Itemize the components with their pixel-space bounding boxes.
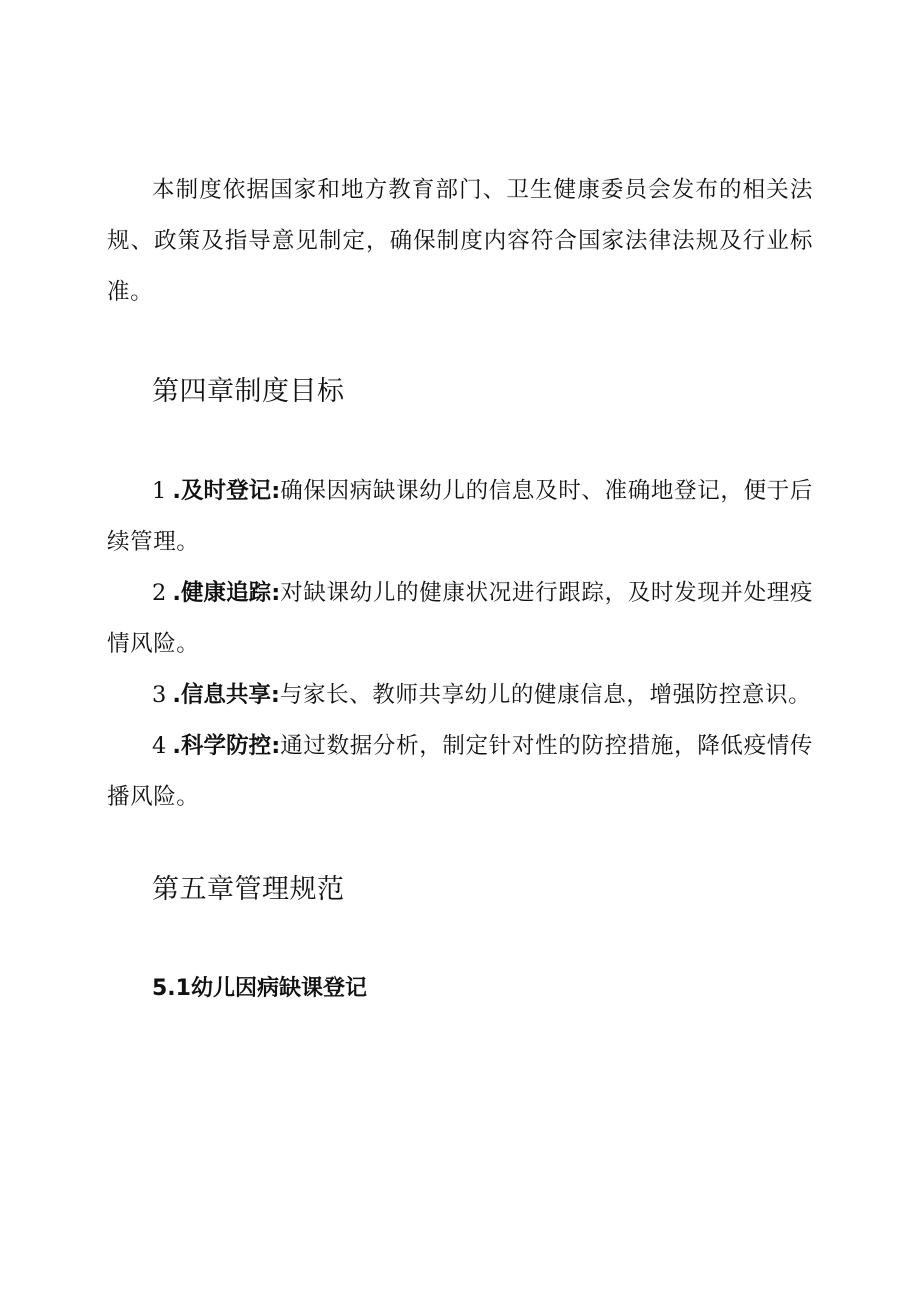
goal-text: 通过数据分析，制定针对性的防控措施，降低疫情传播风险。 bbox=[107, 733, 813, 810]
goal-number: 3 bbox=[152, 682, 173, 708]
goal-title: .健康追踪: bbox=[172, 580, 281, 606]
goal-text: 对缺课幼儿的健康状况进行跟踪，及时发现并处理疫情风险。 bbox=[107, 580, 813, 657]
goal-title: .信息共享: bbox=[172, 682, 280, 708]
intro-paragraph: 本制度依据国家和地方教育部门、卫生健康委员会发布的相关法规、政策及指导意见制定，确保制度内容符合国家法律法规及行业标准。 bbox=[107, 177, 813, 305]
goal-number: 1 bbox=[152, 478, 173, 504]
goal-title: .及时登记: bbox=[172, 478, 281, 504]
goal-number: 2 bbox=[152, 580, 173, 606]
goal-item bbox=[107, 721, 813, 823]
goal-item bbox=[107, 568, 813, 670]
chapter-4-heading: 第四章制度目标 bbox=[152, 376, 345, 407]
section-5-1-heading: 5.1幼儿因病缺课登记 bbox=[152, 976, 367, 1001]
goal-text: 与家长、教师共享幼儿的健康信息，增强防控意识。 bbox=[279, 682, 812, 708]
goal-list bbox=[107, 466, 813, 823]
goal-text: 确保因病缺课幼儿的信息及时、准确地登记，便于后续管理。 bbox=[107, 478, 813, 555]
goal-number: 4 bbox=[152, 733, 173, 759]
goal-item bbox=[107, 466, 813, 568]
chapter-5-heading: 第五章管理规范 bbox=[152, 874, 345, 905]
goal-item bbox=[107, 670, 813, 721]
goal-title: .科学防控: bbox=[172, 733, 281, 759]
